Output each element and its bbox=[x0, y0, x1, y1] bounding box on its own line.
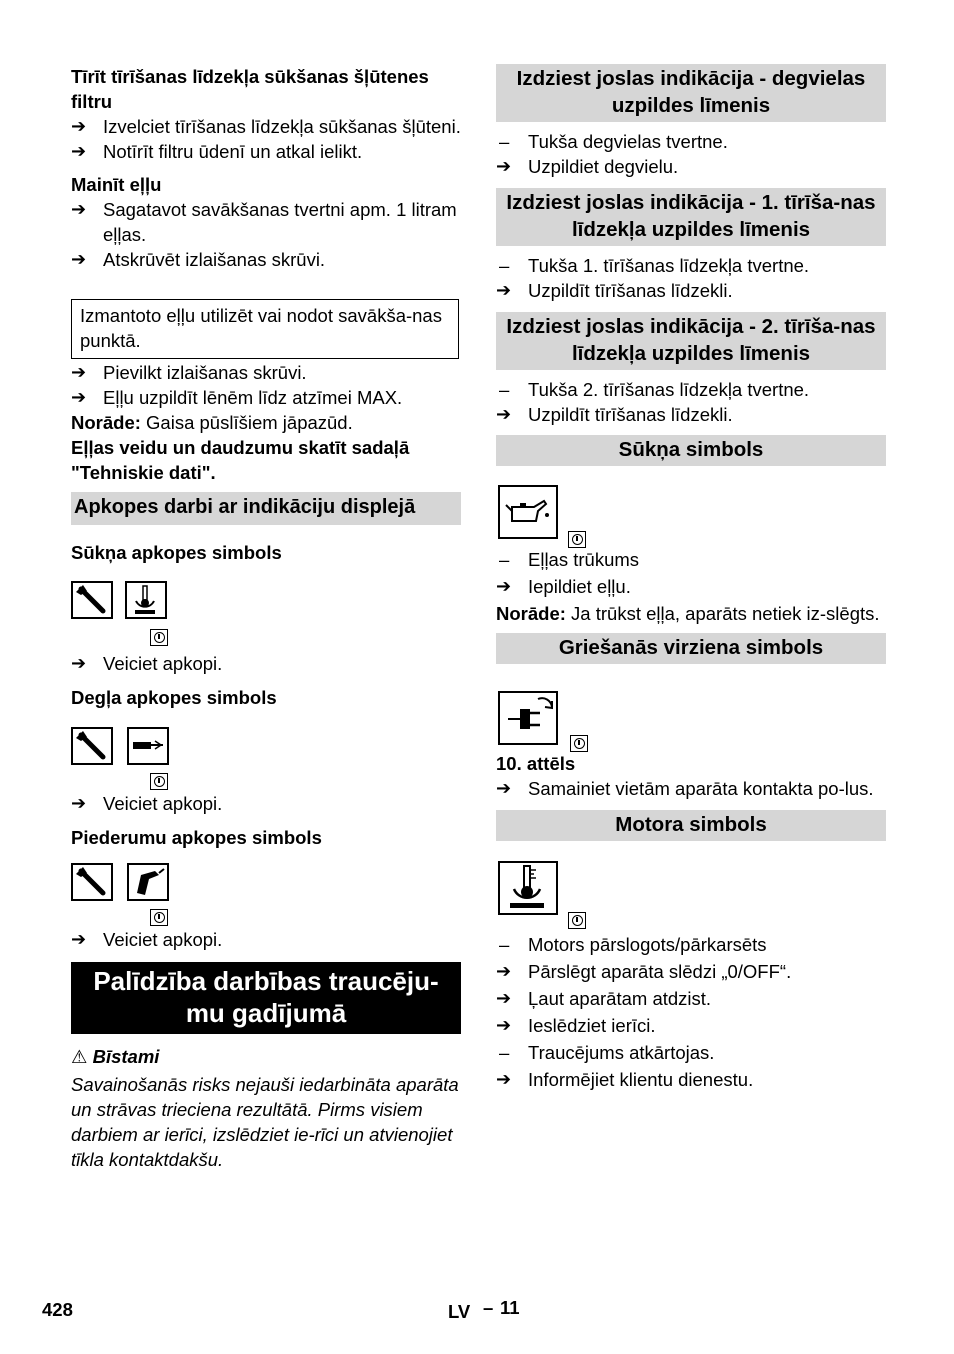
section-heading-maintenance: Apkopes darbi ar indikāciju displejā bbox=[71, 492, 461, 525]
oil-disposal-note: Izmantoto eļļu utilizēt vai nodot savākša-nas punktā. bbox=[71, 299, 459, 359]
note-label: Norāde: bbox=[496, 603, 566, 624]
list-item bbox=[496, 129, 886, 154]
dash-marker: – bbox=[499, 131, 510, 152]
list-item bbox=[496, 1040, 886, 1065]
accessory-maint-title: Piederumu apkopes simbols bbox=[71, 827, 322, 848]
list-item bbox=[496, 776, 886, 801]
condition-text: Tukša 1. tīrīšanas līdzekļa tvertne. bbox=[528, 255, 810, 276]
note-text: Ja trūkst eļļa, aparāts netiek iz-slēgts. bbox=[565, 603, 880, 624]
rotation-direction-icon bbox=[498, 691, 558, 745]
list-item bbox=[71, 247, 461, 272]
step-text: Samainiet vietām aparāta kontakta po-lus. bbox=[528, 778, 874, 799]
list-item bbox=[496, 377, 886, 402]
arrow-icon: ➔ bbox=[496, 404, 512, 424]
list-item bbox=[496, 278, 886, 303]
oil-reference: Eļļas veidu un daudzumu skatīt sadaļā "Tehniskie dati". bbox=[71, 437, 410, 483]
list-item bbox=[71, 114, 461, 139]
condition-text: Eļļas trūkums bbox=[528, 549, 640, 570]
note-text: Gaisa pūslīšiem jāpazūd. bbox=[140, 412, 353, 433]
step-text: Veiciet apkopi. bbox=[103, 653, 223, 674]
pump-maint-title: Sūkņa apkopes simbols bbox=[71, 542, 282, 563]
danger-text: Savainošanās risks nejauši iedarbināta aparāta un strāvas trieciena rezultātā. Pirms visiem darbiem ar ierīci, izslēdziet ie-rīci un atvienojiet tīkla kontaktdakšu. bbox=[71, 1074, 459, 1170]
pump-symbols bbox=[496, 485, 886, 550]
arrow-icon: ➔ bbox=[496, 961, 512, 981]
footer-separator: – bbox=[483, 1297, 494, 1318]
arrow-icon: ➔ bbox=[496, 1015, 512, 1035]
condition-text: Motors pārslogots/pārkarsēts bbox=[528, 934, 767, 955]
arrow-icon: ➔ bbox=[496, 576, 512, 596]
section-heading-motor: Motora simbols bbox=[496, 810, 886, 841]
spray-gun-icon bbox=[127, 863, 169, 901]
section-heading-cleaner-2: Izdziest joslas indikācija - 2. tīrīša-nas līdzekļa uzpildes līmenis bbox=[496, 312, 886, 370]
list-item bbox=[496, 574, 886, 599]
list-item bbox=[496, 1013, 886, 1038]
step-text: Uzpildīt tīrīšanas līdzekli. bbox=[528, 280, 733, 301]
arrow-icon: ➔ bbox=[496, 988, 512, 1008]
danger-line bbox=[71, 1044, 461, 1069]
filter-title: Tīrīt tīrīšanas līdzekļa sūkšanas šļūtenes filtru bbox=[71, 66, 429, 112]
oil-can-icon bbox=[498, 485, 558, 539]
condition-text: Tukša degvielas tvertne. bbox=[528, 131, 728, 152]
step-text: Veiciet apkopi. bbox=[103, 793, 223, 814]
left-column bbox=[71, 64, 461, 1172]
figure-caption: 10. attēls bbox=[496, 753, 576, 774]
list-item bbox=[496, 959, 886, 984]
oil-title: Mainīt eļļu bbox=[71, 174, 162, 195]
arrow-icon: ➔ bbox=[71, 387, 87, 407]
step-text: Atskrūvēt izlaišanas skrūvi. bbox=[103, 249, 326, 270]
list-item bbox=[71, 360, 461, 385]
list-item bbox=[496, 154, 886, 179]
step-text: Pārslēgt aparāta slēdzi „0/OFF“. bbox=[528, 961, 792, 982]
display-symbol-icon bbox=[150, 629, 168, 646]
motor-symbols bbox=[496, 861, 886, 933]
list-item bbox=[496, 1067, 886, 1092]
condition-text: Traucējums atkārtojas. bbox=[528, 1042, 715, 1063]
section-heading-cleaner-1: Izdziest joslas indikācija - 1. tīrīša-nas līdzekļa uzpildes līmenis bbox=[496, 188, 886, 246]
step-text: Veiciet apkopi. bbox=[103, 929, 223, 950]
burner-maint-symbols bbox=[71, 727, 461, 797]
condition-text: Tukša 2. tīrīšanas līdzekļa tvertne. bbox=[528, 379, 810, 400]
motor-temperature-icon bbox=[125, 581, 167, 619]
step-text: Uzpildiet degvielu. bbox=[528, 156, 679, 177]
dash-marker: – bbox=[499, 255, 510, 276]
wrench-icon bbox=[71, 863, 113, 901]
rotation-symbols bbox=[496, 685, 886, 753]
arrow-icon: ➔ bbox=[71, 116, 87, 136]
wrench-icon bbox=[71, 581, 113, 619]
display-symbol-icon bbox=[570, 735, 588, 752]
step-text: Iepildiet eļļu. bbox=[528, 576, 631, 597]
arrow-icon: ➔ bbox=[71, 141, 87, 161]
arrow-icon: ➔ bbox=[71, 199, 87, 219]
step-text: Eļļu uzpildīt lēnēm līdz atzīmei MAX. bbox=[103, 387, 403, 408]
dash-marker: – bbox=[499, 549, 510, 570]
display-symbol-icon bbox=[568, 912, 586, 929]
chapter-heading-troubleshooting: Palīdzība darbības traucēju-mu gadījumā bbox=[71, 962, 461, 1034]
list-item bbox=[71, 385, 461, 410]
list-item bbox=[496, 932, 886, 957]
step-text: Sagatavot savākšanas tvertni apm. 1 litram eļļas. bbox=[103, 199, 457, 245]
list-item bbox=[496, 986, 886, 1011]
display-symbol-icon bbox=[568, 531, 586, 548]
section-page-number: 11 bbox=[500, 1297, 520, 1318]
step-text: Notīrīt filtru ūdenī un atkal ielikt. bbox=[103, 141, 363, 162]
step-text: Pievilkt izlaišanas skrūvi. bbox=[103, 362, 307, 383]
list-item bbox=[496, 402, 886, 427]
display-symbol-icon bbox=[150, 773, 168, 790]
accessory-maint-symbols bbox=[71, 863, 461, 933]
arrow-icon: ➔ bbox=[71, 653, 87, 673]
section-heading-fuel: Izdziest joslas indikācija - degvielas uzpildes līmenis bbox=[496, 64, 886, 122]
pump-maint-symbols bbox=[71, 581, 461, 651]
page-number: 428 bbox=[42, 1299, 73, 1320]
arrow-icon: ➔ bbox=[71, 793, 87, 813]
arrow-icon: ➔ bbox=[71, 362, 87, 382]
warning-icon: ⚠ bbox=[71, 1046, 88, 1067]
danger-label: Bīstami bbox=[92, 1046, 160, 1067]
step-text: Ļaut aparātam atdzist. bbox=[528, 988, 712, 1009]
list-item bbox=[496, 253, 886, 278]
step-text: Informējiet klientu dienestu. bbox=[528, 1069, 754, 1090]
dash-marker: – bbox=[499, 379, 510, 400]
arrow-icon: ➔ bbox=[496, 1069, 512, 1089]
note-label: Norāde: bbox=[71, 412, 141, 433]
list-item bbox=[71, 651, 461, 676]
list-item bbox=[496, 547, 886, 572]
list-item bbox=[71, 197, 461, 247]
arrow-icon: ➔ bbox=[496, 156, 512, 176]
language-code: LV bbox=[448, 1301, 471, 1322]
note-line bbox=[71, 410, 461, 435]
section-heading-pump: Sūkņa simbols bbox=[496, 435, 886, 466]
arrow-icon: ➔ bbox=[496, 778, 512, 798]
arrow-icon: ➔ bbox=[71, 929, 87, 949]
list-item bbox=[71, 139, 461, 164]
dash-marker: – bbox=[499, 1042, 510, 1063]
step-text: Izvelciet tīrīšanas līdzekļa sūkšanas šļūteni. bbox=[103, 116, 461, 137]
note-line bbox=[496, 601, 886, 626]
step-text: Ieslēdziet ierīci. bbox=[528, 1015, 656, 1036]
burner-nozzle-icon bbox=[127, 727, 169, 765]
step-text: Uzpildīt tīrīšanas līdzekli. bbox=[528, 404, 733, 425]
display-symbol-icon bbox=[150, 909, 168, 926]
motor-temperature-icon bbox=[498, 861, 558, 915]
section-heading-rotation: Griešanās virziena simbols bbox=[496, 633, 886, 664]
wrench-icon bbox=[71, 727, 113, 765]
right-column bbox=[496, 64, 886, 1092]
arrow-icon: ➔ bbox=[496, 280, 512, 300]
arrow-icon: ➔ bbox=[71, 249, 87, 269]
dash-marker: – bbox=[499, 934, 510, 955]
burner-maint-title: Degļa apkopes simbols bbox=[71, 687, 277, 708]
